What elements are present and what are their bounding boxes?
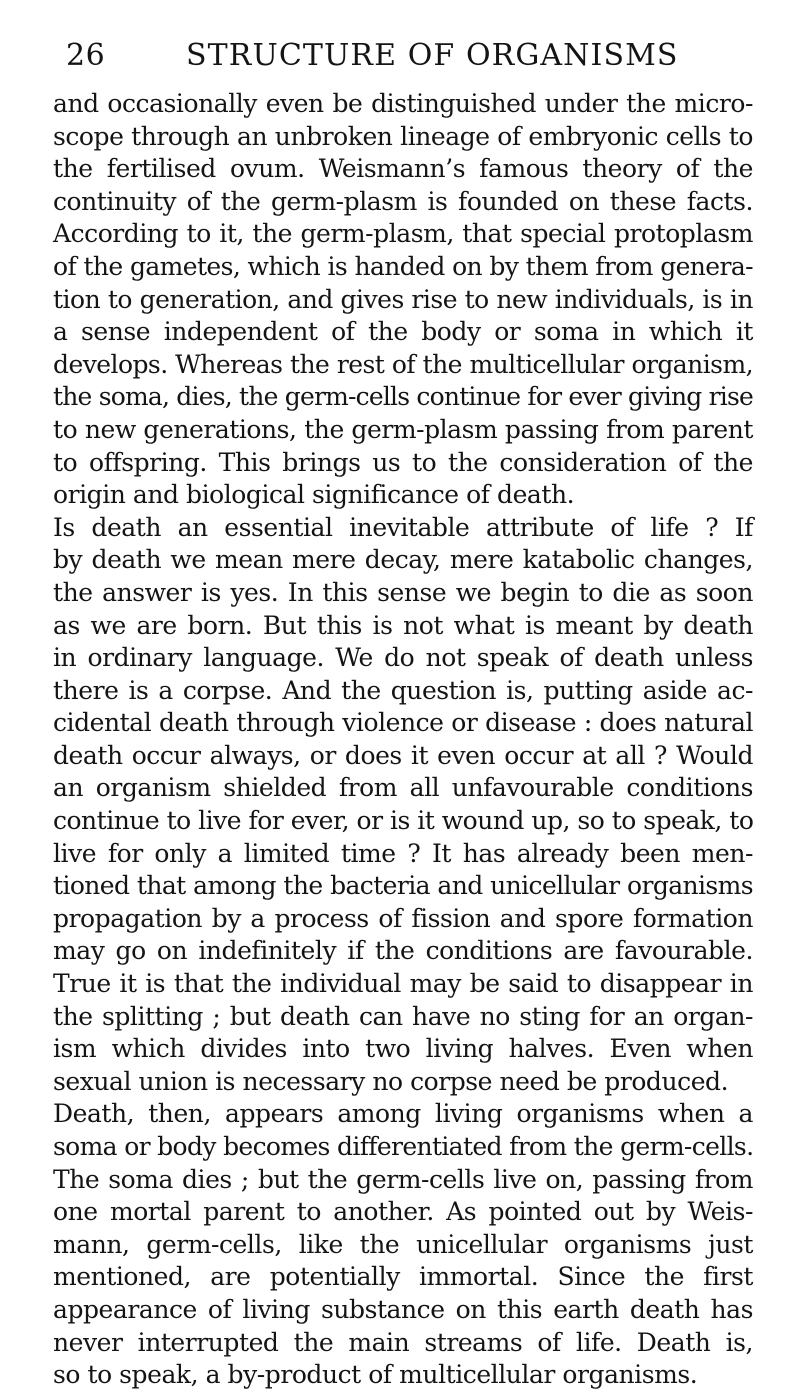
text-line: mann, germ-cells, like the unicellular organisms just [53, 1229, 753, 1259]
text-line: the soma, dies, the germ-cells continue for ever giving rise [53, 382, 753, 412]
paragraph [53, 88, 753, 512]
text-line: soma or body becomes differentiated from the germ-cells. [53, 1132, 754, 1161]
running-title: STRUCTURE OF ORGANISMS [186, 38, 679, 73]
text-line: scope through an unbroken lineage of embryonic cells to [53, 121, 753, 151]
text-line: never interrupted the main streams of life. Death is, [53, 1327, 753, 1357]
page-number: 26 [66, 38, 106, 73]
text-line: the fertilised ovum. Weismann’s famous theory of the [53, 154, 753, 184]
text-line: of the gametes, which is handed on by them from genera- [53, 251, 753, 281]
text-line: Is death an essential inevitable attribute of life ? If [53, 512, 753, 542]
text-line: propagation by a process of fission and spore formation [53, 903, 753, 933]
text-line: an organism shielded from all unfavourable conditions [53, 773, 753, 803]
text-line: the splitting ; but death can have no sting for an organ- [53, 1001, 753, 1031]
text-line: True it is that the individual may be said to disappear in [53, 969, 753, 999]
text-line: appearance of living substance on this earth death has [53, 1294, 753, 1324]
text-line: The soma dies ; but the germ-cells live on, passing from [53, 1164, 753, 1194]
text-line: tion to generation, and gives rise to new individuals, is in [53, 284, 753, 314]
text-line: continue to live for ever, or is it wound up, so to speak, to [53, 806, 754, 836]
running-head [66, 36, 746, 76]
paragraph [53, 512, 753, 1099]
text-line: and occasionally even be distinguished under the micro- [53, 89, 753, 118]
text-line: sexual union is necessary no corpse need be produced. [53, 1066, 729, 1096]
text-line: one mortal parent to another. As pointed out by Weis- [53, 1197, 753, 1227]
paragraph [53, 1098, 753, 1391]
text-line: by death we mean mere decay, mere katabolic changes, [53, 545, 753, 575]
text-line: tioned that among the bacteria and unicellular organisms [53, 871, 753, 901]
text-line: ism which divides into two living halves. Even when [53, 1034, 753, 1064]
text-line: to new generations, the germ-plasm passing from parent [53, 414, 753, 444]
text-line: so to speak, a by-product of multicellular organisms. [53, 1360, 698, 1390]
text-line: in ordinary language. We do not speak of death unless [53, 643, 753, 673]
text-line: continuity of the germ-plasm is founded on these facts. [53, 186, 753, 216]
text-line: cidental death through violence or disease : does natural [53, 708, 753, 738]
text-line: may go on indefinitely if the conditions are favourable. [53, 936, 753, 966]
text-line: develops. Whereas the rest of the multicellular organism, [53, 349, 753, 379]
text-line: a sense independent of the body or soma in which it [53, 317, 753, 347]
text-line: According to it, the germ-plasm, that special protoplasm [53, 219, 753, 249]
text-line: to offspring. This brings us to the consideration of the [53, 447, 753, 477]
text-line: as we are born. But this is not what is meant by death [53, 610, 753, 640]
text-line: the answer is yes. In this sense we begin to die as soon [53, 577, 753, 607]
text-line: origin and biological significance of death. [53, 480, 575, 510]
body-text [53, 88, 753, 1392]
text-line: live for only a limited time ? It has already been men- [53, 838, 753, 868]
text-line: Death, then, appears among living organisms when a [53, 1099, 753, 1129]
text-line: there is a corpse. And the question is, putting aside ac- [53, 675, 753, 705]
text-line: mentioned, are potentially immortal. Since the first [53, 1262, 753, 1292]
text-line: death occur always, or does it even occur at all ? Would [53, 740, 753, 770]
